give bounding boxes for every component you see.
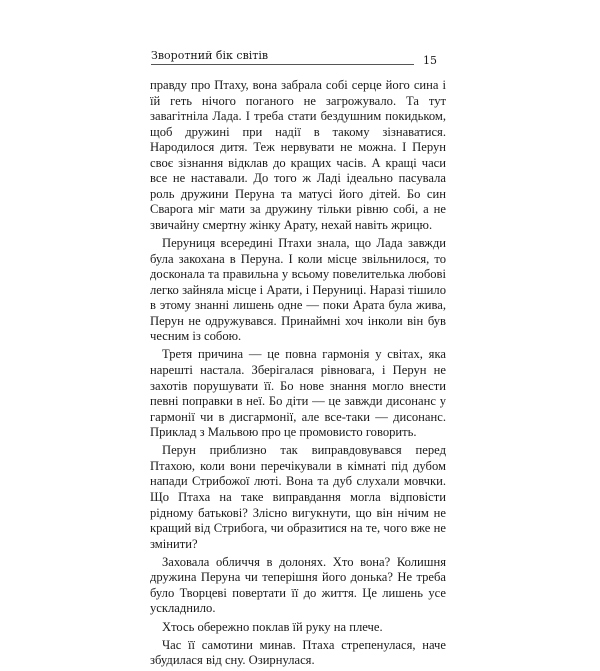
running-head-rule bbox=[151, 64, 414, 65]
page-number: 15 bbox=[423, 54, 437, 67]
running-head-title: Зворотний бік світів bbox=[151, 49, 269, 62]
paragraph: Перун приблизно так виправдовувався перед Птахою, коли вони перечікували в кімнаті під дубом напади Стрибожої люті. Вона та дуб слухали мовчки. Що Птаха на таке виправдання могла відповісти рідному батькові? Злісно вигукнути, що він нічим не кращий від Стрибога, чи образитися на те, чого вже не змінити? bbox=[150, 443, 446, 551]
paragraph: Хтось обережно поклав їй руку на плече. bbox=[162, 619, 383, 634]
paragraph: правду про Птаху, вона забрала собі серце його сина і їй геть нічого поганого не загрожувало. Та тут завагітніла Лада. І треба стати бездушним покидьком, щоб дружині при надії в такому зізнаватися. Народилося дитя. Теж нервувати не можна. І Перун своє зізнання відклав до кращих часів. А кращі часи все не наставали. До того ж Ладі ідеально пасувала роль дружини Перуна та матусі його дітей. Бо син Сварога міг мати за дружину тільки рівню собі, а не звичайну смертну жінку Арату, нехай навіть жрицю. bbox=[150, 78, 446, 232]
paragraph: Час її самотини минав. Птаха стрепенулася, наче збудилася від сну. Озирнулася. bbox=[150, 637, 446, 668]
paragraph: Перуниця всередині Птахи знала, що Лада завжди була закохана в Перуна. І коли місце звільнилося, то досконала та правильна у всьому повелителька любові легко зайняла місце і Арати, і Перуниці. Наразі тішило в этому знанні лишень одне — поки Арата була жива, Перун не одружувався. Принаймні хоч інколи він був чесним із собою. bbox=[150, 236, 446, 344]
running-head bbox=[151, 49, 414, 65]
body-text bbox=[150, 78, 446, 671]
paragraph: Третя причина — це повна гармонія у світах, яка нарешті настала. Зберігалася рівновага, і Перун не захотів порушувати її. Бо нове знання могло внести певні поправки в неї. Бо діти — це завжди дисонанс у гармонії чи в дисгармонії, але все-таки — дисонанс. Приклад з Мальвою про це промовисто говорить. bbox=[150, 347, 446, 440]
paragraph: Заховала обличчя в долонях. Хто вона? Колишня дружина Перуна чи теперішня його донька? Не треба було Творцеві повертати її до життя. Це лишень усе ускладнило. bbox=[150, 554, 446, 616]
